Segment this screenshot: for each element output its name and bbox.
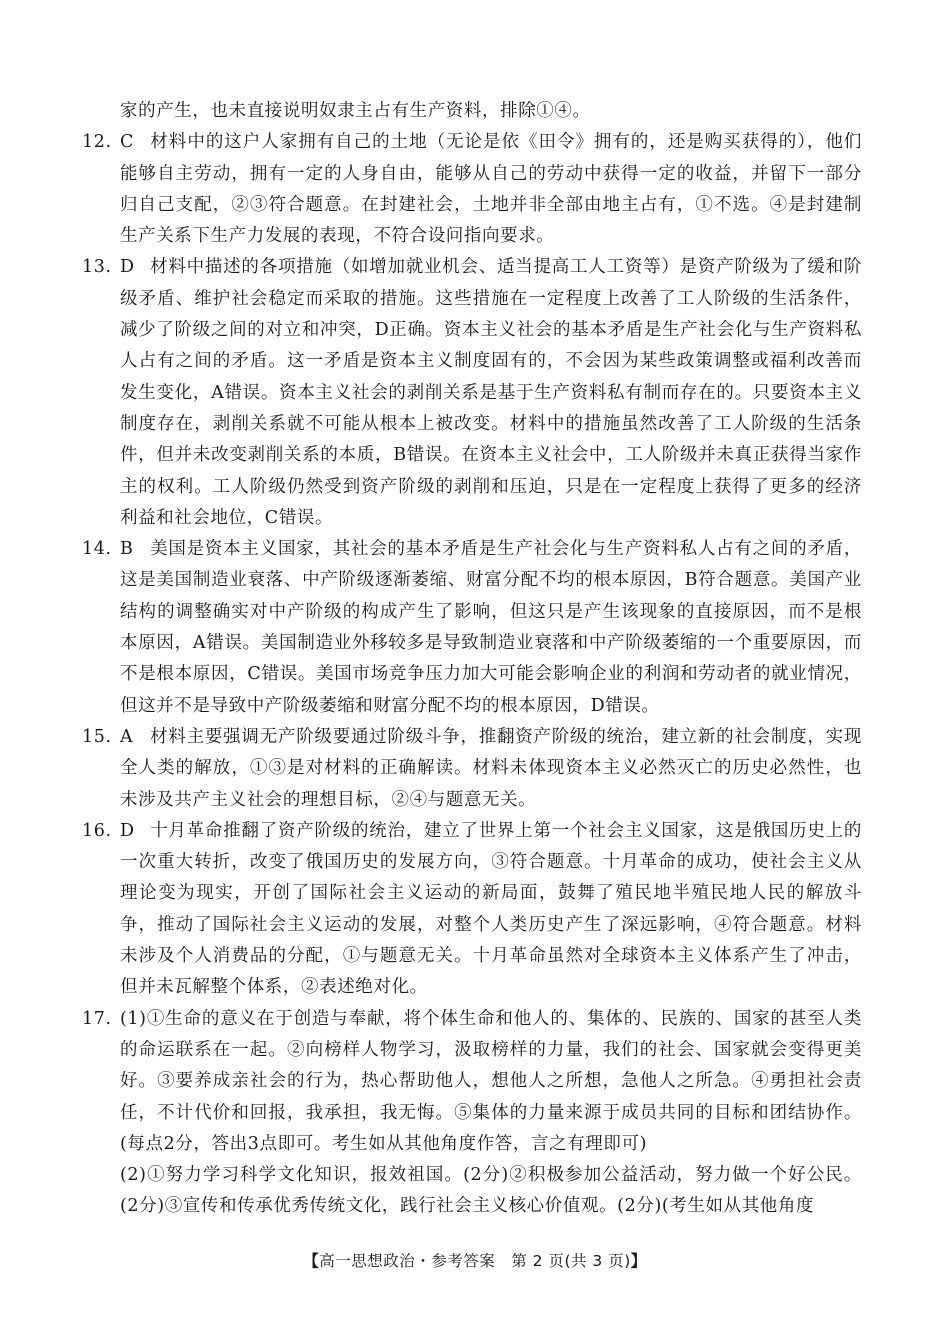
question-17 <box>82 1004 862 1160</box>
answer-letter: D <box>120 257 135 278</box>
question-number: 14. <box>82 539 112 560</box>
explanation-text: 十月革命推翻了资产阶级的统治，建立了世界上第一个社会主义国家，这是俄国历史上的一次重大转折，改变了俄国历史的发展方向，③符合题意。十月革命的成功，使社会主义从理论变为现实，开创了国际社会主义运动的新局面，鼓舞了殖民地半殖民地人民的解放斗争，推动了国际社会主义运动的发展，对整个人类历史产生了深远影响，④符合题意。材料未涉及个人消费品的分配，①与题意无关。十月革命虽然对全球资本主义体系产生了冲击，但并未瓦解整个体系，②表述绝对化。 <box>120 820 862 998</box>
question-number: 12. <box>82 132 112 153</box>
footer-left-bracket: 【 <box>303 1252 320 1270</box>
footer-text: 高一思想政治・参考答案 第 2 页(共 3 页) <box>319 1252 631 1270</box>
question-15 <box>82 722 862 816</box>
part-2-text: (2)①努力学习科学文化知识，报效祖国。(2分)②积极参加公益活动，努力做一个好公民。(2分)③宣传和传承优秀传统文化，践行社会主义核心价值观。(2分)(考生如从其他角度 <box>120 1165 862 1217</box>
explanation-text: 材料中描述的各项措施（如增加就业机会、适当提高工人工资等）是资产阶级为了缓和阶级矛盾、维护社会稳定而采取的措施。这些措施在一定程度上改善了工人阶级的生活条件，减少了阶级之间的对立和冲突，D正确。资本主义社会的基本矛盾是生产社会化与生产资料私人占有之间的矛盾。这一矛盾是资本主义制度固有的，不会因为某些政策调整或福利改善而发生变化，A错误。资本主义社会的剥削关系是基于生产资料私有制而存在的。只要资本主义制度存在，剥削关系就不可能从根本上被改变。材料中的措施虽然改善了工人阶级的生活条件，但并未改变剥削关系的本质，B错误。在资本主义社会中，工人阶级并未真正获得当家作主的权利。工人阶级仍然受到资产阶级的剥削和压迫，只是在一定程度上获得了更多的经济利益和社会地位，C错误。 <box>120 257 862 528</box>
explanation-text: 美国是资本主义国家，其社会的基本矛盾是生产社会化与生产资料私人占有之间的矛盾，这是美国制造业衰落、中产阶级逐渐萎缩、财富分配不均的根本原因，B符合题意。美国产业结构的调整确实对中产阶级的构成产生了影响，但这只是产生该现象的直接原因，而不是根本原因，A错误。美国制造业外移较多是导致制造业衰落和中产阶级萎缩的一个重要原因，而不是根本原因，C错误。美国市场竞争压力加大可能会影响企业的利润和劳动者的就业情况，但这并不是导致中产阶级萎缩和财富分配不均的根本原因，D错误。 <box>120 539 862 716</box>
continuation-paragraph <box>82 96 862 127</box>
question-body <box>120 252 862 534</box>
answer-letter: B <box>120 539 134 560</box>
question-number: 15. <box>82 726 112 747</box>
footer-right-bracket: 】 <box>630 1252 647 1270</box>
answer-letter: C <box>120 132 134 153</box>
answer-letter: D <box>120 820 135 841</box>
part-1-text: (1)①生命的意义在于创造与奉献，将个体生命和他人的、集体的、民族的、国家的甚至人类的命运联系在一起。②向榜样人物学习，汲取榜样的力量，我们的社会、国家就会变得更美好。③要养成亲社会的行为，热心帮助他人，想他人之所想，急他人之所急。④勇担社会责任，不计代价和回报，我承担，我无悔。⑤集体的力量来源于成员共同的目标和团结协作。(每点2分，答出3点即可。考生如从其他角度作答，言之有理即可) <box>120 1008 862 1154</box>
question-16 <box>82 816 862 1004</box>
answer-content <box>82 96 862 1223</box>
question-17-part-2 <box>82 1160 862 1223</box>
continuation-text: 家的产生，也未直接说明奴隶主占有生产资料，排除①④。 <box>120 101 591 121</box>
question-number: 17. <box>82 1008 112 1029</box>
question-13 <box>82 252 862 534</box>
question-12 <box>82 127 862 252</box>
question-number: 13. <box>82 257 112 278</box>
page-footer <box>0 1249 950 1271</box>
question-body <box>120 722 862 816</box>
question-body <box>120 1004 862 1160</box>
explanation-text: 材料中的这户人家拥有自己的土地（无论是依《田令》拥有的，还是购买获得的），他们能够自主劳动，拥有一定的人身自由，能够从自己的劳动中获得一定的收益，并留下一部分归自己支配，②③符合题意。在封建社会，土地并非全部由地主占有，①不选。④是封建制生产关系下生产力发展的表现，不符合设问指向要求。 <box>120 132 862 247</box>
question-body <box>120 534 862 722</box>
question-body <box>120 816 862 1004</box>
question-number: 16. <box>82 820 112 841</box>
question-14 <box>82 534 862 722</box>
answer-letter: A <box>120 726 134 747</box>
explanation-text: 材料主要强调无产阶级要通过阶级斗争，推翻资产阶级的统治，建立新的社会制度，实现全人类的解放，①③是对材料的正确解读。材料未体现资本主义必然灭亡的历史必然性，也未涉及共产主义社会的理想目标，②④与题意无关。 <box>120 726 862 810</box>
question-body <box>120 127 862 252</box>
